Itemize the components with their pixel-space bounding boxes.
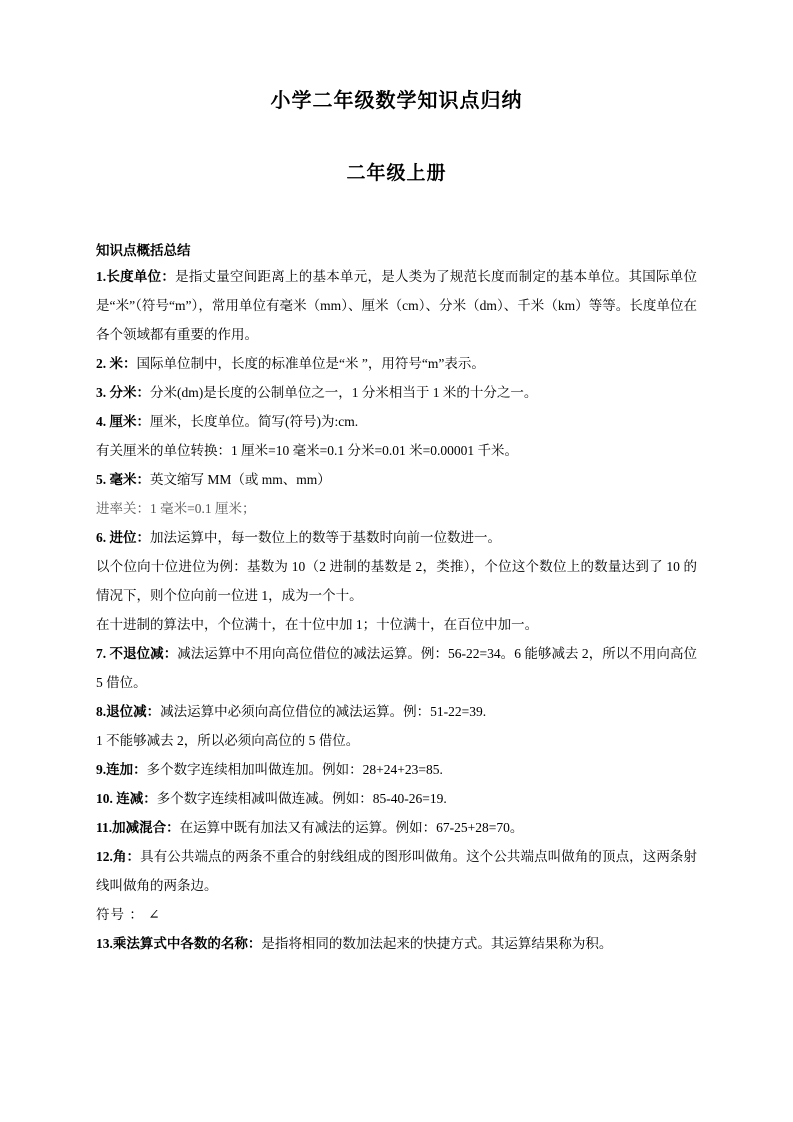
paragraph: [96, 262, 697, 349]
paragraph-text: 符号 ： ∠: [96, 907, 161, 922]
paragraph-label: 3. 分米：: [96, 385, 150, 400]
paragraph-text: 以个位向十位进位为例：基数为 10（2 进制的基数是 2，类推），个位这个数位上的数量达到了 10 的情况下，则个位向前一位进 1，成为一个十。: [96, 559, 697, 603]
paragraph-label: 13.乘法算式中各数的名称：: [96, 936, 262, 951]
document-body: [96, 262, 697, 958]
page-subtitle: 二年级上册: [346, 163, 447, 184]
paragraph-text: 减法运算中必须向高位借位的减法运算。例：51-22=39.: [160, 704, 487, 719]
paragraph: [96, 552, 697, 610]
paragraph-text: 减法运算中不用向高位借位的减法运算。例：56-22=34。6 能够减去 2，所以不用向高位 5 借位。: [96, 646, 697, 690]
paragraph: [96, 523, 697, 552]
paragraph: [96, 465, 697, 494]
paragraph: [96, 726, 697, 755]
paragraph-text: 具有公共端点的两条不重合的射线组成的图形叫做角。这个公共端点叫做角的顶点，这两条射线叫做角的两条边。: [96, 849, 698, 893]
paragraph-text: 分米(dm)是长度的公制单位之一，1 分米相当于 1 米的十分之一。: [150, 385, 538, 400]
paragraph-text: 在十进制的算法中，个位满十，在十位中加 1；十位满十，在百位中加一。: [96, 617, 539, 632]
paragraph-label: 1.长度单位：: [96, 269, 176, 284]
paragraph: [96, 610, 697, 639]
section-heading: 知识点概括总结: [96, 243, 191, 258]
paragraph-label: 2. 米：: [96, 356, 137, 371]
paragraph: [96, 842, 697, 900]
paragraph: [96, 813, 697, 842]
paragraph-text: 进率关：1 毫米=0.1 厘米；: [96, 501, 256, 516]
paragraph-text: 在运算中既有加法又有减法的运算。例如：67-25+28=70。: [179, 820, 524, 835]
paragraph-label: 12.角：: [96, 849, 141, 864]
paragraph: [96, 697, 697, 726]
paragraph-text: 多个数字连续相加叫做连加。例如：28+24+23=85.: [146, 762, 443, 777]
paragraph-text: 有关厘米的单位转换：1 厘米=10 毫米=0.1 分米=0.01 米=0.00001 千米。: [96, 443, 518, 458]
paragraph-label: 7. 不退位减：: [96, 646, 178, 661]
paragraph-text: 多个数字连续相减叫做连减。例如：85-40-26=19.: [156, 791, 447, 806]
paragraph: [96, 900, 697, 929]
paragraph: [96, 378, 697, 407]
paragraph-label: 8.退位减：: [96, 704, 161, 719]
paragraph-label: 6. 进位：: [96, 530, 150, 545]
paragraph-label: 4. 厘米：: [96, 414, 150, 429]
paragraph-label: 5. 毫米：: [96, 472, 150, 487]
page-title: 小学二年级数学知识点归纳: [270, 90, 523, 112]
paragraph: [96, 784, 697, 813]
paragraph: [96, 436, 697, 465]
paragraph: [96, 755, 697, 784]
paragraph: [96, 349, 697, 378]
paragraph: [96, 494, 697, 523]
paragraph-text: 1 不能够减去 2，所以必须向高位的 5 借位。: [96, 733, 360, 748]
paragraph-text: 加法运算中，每一数位上的数等于基数时向前一位数进一。: [150, 530, 501, 545]
paragraph-text: 国际单位制中，长度的标准单位是“米 ”，用符号“m”表示。: [136, 356, 485, 371]
paragraph-label: 10. 连减：: [96, 791, 157, 806]
paragraph-label: 11.加减混合：: [96, 820, 180, 835]
paragraph-text: 是指将相同的数加法起来的快捷方式。其运算结果称为积。: [261, 936, 613, 951]
paragraph: [96, 639, 697, 697]
paragraph-label: 9.连加：: [96, 762, 147, 777]
paragraph-text: 厘米，长度单位。简写(符号)为:cm.: [150, 414, 359, 429]
paragraph-text: 是指丈量空间距离上的基本单元，是人类为了规范长度而制定的基本单位。其国际单位是“米”（符号“m”），常用单位有毫米（mm）、厘米（cm）、分米（dm）、千米（km）等等。长度单位在各个领域都有重要的作用。: [96, 269, 698, 342]
paragraph: [96, 407, 697, 436]
paragraph: [96, 929, 697, 958]
paragraph-text: 英文缩写 MM（或 mm、mm）: [150, 472, 331, 487]
